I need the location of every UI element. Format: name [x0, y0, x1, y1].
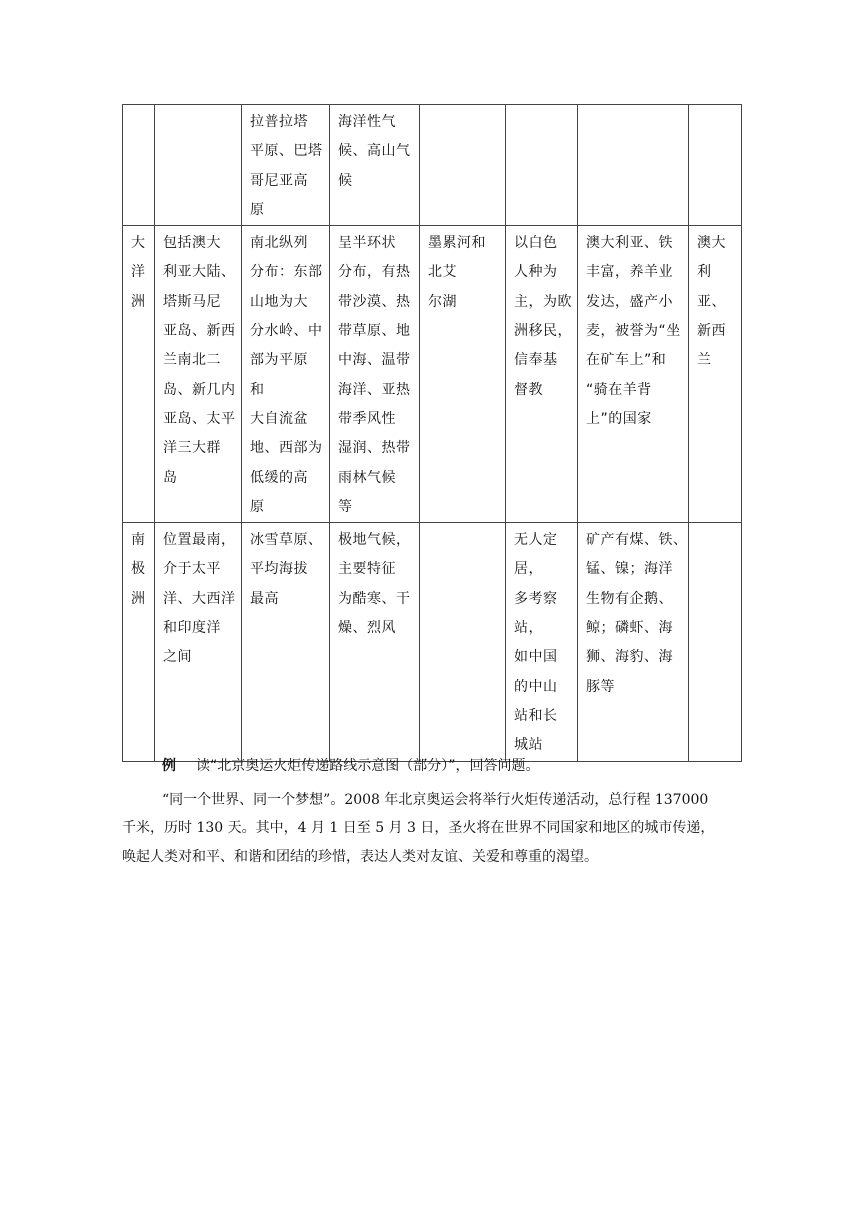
- cell-text-line: 墨累河和: [428, 235, 486, 252]
- table-cell: [689, 523, 742, 761]
- cell-text-line: 豚等: [586, 678, 615, 695]
- cell-text-line: 山地为大: [250, 293, 308, 310]
- table-cell: [420, 226, 506, 523]
- cell-text-line: 为酷寒、干: [338, 590, 411, 607]
- cell-text-line: 利: [697, 264, 712, 281]
- cell-text-line: 平原、巴塔: [250, 143, 323, 160]
- cell-text-line: 以白色: [514, 235, 558, 252]
- table-cell: [420, 523, 506, 761]
- cell-text-line: 城站: [514, 737, 543, 754]
- table-cell: [155, 523, 242, 761]
- cell-text-line: 候: [338, 172, 353, 189]
- cell-text-line: 岛、新几内: [163, 381, 236, 398]
- cell-text-line: 和: [250, 381, 265, 398]
- cell-text-line: 极: [131, 561, 146, 578]
- table-cell: [123, 523, 155, 761]
- cell-text-line: 湿润、热带: [338, 440, 411, 457]
- cell-text-line: 主要特征: [338, 561, 396, 578]
- table-cell: [578, 226, 689, 523]
- cell-text-line: 带草原、地: [338, 323, 411, 340]
- cell-text-line: 带沙漠、热: [338, 293, 411, 310]
- cell-text-line: 新西: [697, 323, 726, 340]
- cell-text-line: 上”的国家: [586, 410, 652, 427]
- table-cell: [242, 226, 330, 523]
- cell-text-line: 极地气候，: [338, 532, 411, 549]
- table-cell: [123, 226, 155, 523]
- cell-text-line: 中海、温带: [338, 352, 411, 369]
- cell-text-line: 洲: [131, 293, 146, 310]
- cell-text-line: 利亚大陆、: [163, 264, 236, 281]
- cell-text-line: 和印度洋: [163, 620, 221, 637]
- cell-text-line: 兰: [697, 352, 712, 369]
- cell-text-line: 尔湖: [428, 293, 457, 310]
- paragraph-line-1: “同一个世界、同一个梦想”。2008 年北京奥运会将举行火炬传递活动，总行程 137000: [162, 792, 709, 808]
- table-cell: [578, 105, 689, 226]
- table-row: [123, 226, 742, 523]
- cell-text-line: 带季风性: [338, 410, 396, 427]
- cell-text-line: 兰南北二: [163, 352, 221, 369]
- cell-text-line: 原: [250, 201, 265, 218]
- table-cell: [242, 523, 330, 761]
- table-cell: [330, 226, 420, 523]
- table-cell: [420, 105, 506, 226]
- paragraph-line-3: 唤起人类对和平、和谐和团结的珍惜，表达人类对友谊、关爱和尊重的渴望。: [122, 849, 598, 865]
- cell-text-line: 信奉基: [514, 352, 558, 369]
- table-cell: [330, 523, 420, 761]
- cell-text-line: 站和长: [514, 707, 558, 724]
- cell-text-line: 位置最南，: [163, 532, 236, 549]
- cell-text-line: 如中国: [514, 649, 558, 666]
- cell-text-line: 介于太平: [163, 561, 221, 578]
- cell-text-line: 多考察: [514, 590, 558, 607]
- cell-text-line: 等: [338, 498, 353, 515]
- cell-text-line: 雨林气候: [338, 469, 396, 486]
- table-cell: [330, 105, 420, 226]
- continent-info-table: [122, 104, 742, 762]
- cell-text-line: 呈半环状: [338, 235, 396, 252]
- table-cell: [123, 105, 155, 226]
- cell-text-line: 居，: [514, 561, 543, 578]
- cell-text-line: 丰富，养羊业: [586, 264, 673, 281]
- table-cell: [155, 105, 242, 226]
- cell-text-line: 部为平原: [250, 352, 308, 369]
- cell-text-line: “骑在羊背: [586, 381, 652, 398]
- paragraph-line-2: 千米，历时 130 天。其中，4 月 1 日至 5 月 3 日，圣火将在世界不同国家和地区的城市传递，: [122, 820, 715, 836]
- table-cell: [155, 226, 242, 523]
- table-cell: [506, 105, 578, 226]
- cell-text-line: 分布，有热: [338, 264, 411, 281]
- cell-text-line: 岛: [163, 469, 178, 486]
- cell-text-line: 生物有企鹅、: [586, 590, 673, 607]
- cell-text-line: 北艾: [428, 264, 457, 281]
- cell-text-line: 地、西部为: [250, 440, 323, 457]
- table-row: [123, 523, 742, 761]
- cell-text-line: 海洋、亚热: [338, 381, 411, 398]
- cell-text-line: 麦，被誉为“坐: [586, 323, 681, 340]
- cell-text-line: 包括澳大: [163, 235, 221, 252]
- cell-text-line: 督教: [514, 381, 543, 398]
- example-question: [162, 752, 762, 780]
- cell-text-line: 亚岛、太平: [163, 410, 236, 427]
- cell-text-line: 无人定: [514, 532, 558, 549]
- cell-text-line: 拉普拉塔: [250, 114, 308, 130]
- table-cell: [689, 226, 742, 523]
- cell-text-line: 矿产有煤、铁、: [586, 532, 688, 549]
- cell-text-line: 大自流盆: [250, 410, 308, 427]
- cell-text-line: 澳大利亚、铁: [586, 235, 673, 252]
- example-label: 例: [162, 758, 176, 774]
- cell-text-line: 分布：东部: [250, 264, 323, 281]
- cell-text-line: 低缓的高: [250, 469, 308, 486]
- table-cell: [578, 523, 689, 761]
- cell-text-line: 人种为: [514, 264, 558, 281]
- cell-text-line: 澳大: [697, 235, 726, 252]
- cell-text-line: 之间: [163, 649, 192, 666]
- cell-text-line: 鲸；磷虾、海: [586, 620, 673, 637]
- cell-text-line: 站，: [514, 620, 543, 637]
- cell-text-line: 洲移民，: [514, 323, 572, 340]
- table-cell: [506, 523, 578, 761]
- cell-text-line: 哥尼亚高: [250, 172, 308, 189]
- example-text: 读“北京奥运火炬传递路线示意图（部分）”，回答问题。: [196, 758, 540, 774]
- cell-text-line: 洲: [131, 590, 146, 607]
- cell-text-line: 洋: [131, 264, 146, 281]
- table-cell: [242, 105, 330, 226]
- cell-text-line: 冰雪草原、: [250, 532, 323, 549]
- cell-text-line: 在矿车上”和: [586, 352, 667, 369]
- cell-text-line: 洋三大群: [163, 440, 221, 457]
- cell-text-line: 海洋性气: [338, 114, 396, 130]
- cell-text-line: 原: [250, 498, 265, 515]
- cell-text-line: 亚岛、新西: [163, 323, 236, 340]
- cell-text-line: 的中山: [514, 678, 558, 695]
- cell-text-line: 最高: [250, 590, 279, 607]
- cell-text-line: 分水岭、中: [250, 323, 323, 340]
- cell-text-line: 锰、镍；海洋: [586, 561, 673, 578]
- cell-text-line: 塔斯马尼: [163, 293, 221, 310]
- cell-text-line: 大: [131, 235, 146, 252]
- cell-text-line: 发达，盛产小: [586, 293, 673, 310]
- cell-text-line: 燥、烈风: [338, 620, 396, 637]
- cell-text-line: 狮、海豹、海: [586, 649, 673, 666]
- cell-text-line: 洋、大西洋: [163, 590, 236, 607]
- cell-text-line: 候、高山气: [338, 143, 411, 160]
- table-cell: [689, 105, 742, 226]
- cell-text-line: 主，为欧: [514, 293, 572, 310]
- cell-text-line: 平均海拔: [250, 561, 308, 578]
- cell-text-line: 南北纵列: [250, 235, 308, 252]
- cell-text-line: 南: [131, 532, 146, 549]
- cell-text-line: 亚、: [697, 293, 726, 310]
- table-cell: [506, 226, 578, 523]
- table-row: [123, 105, 742, 226]
